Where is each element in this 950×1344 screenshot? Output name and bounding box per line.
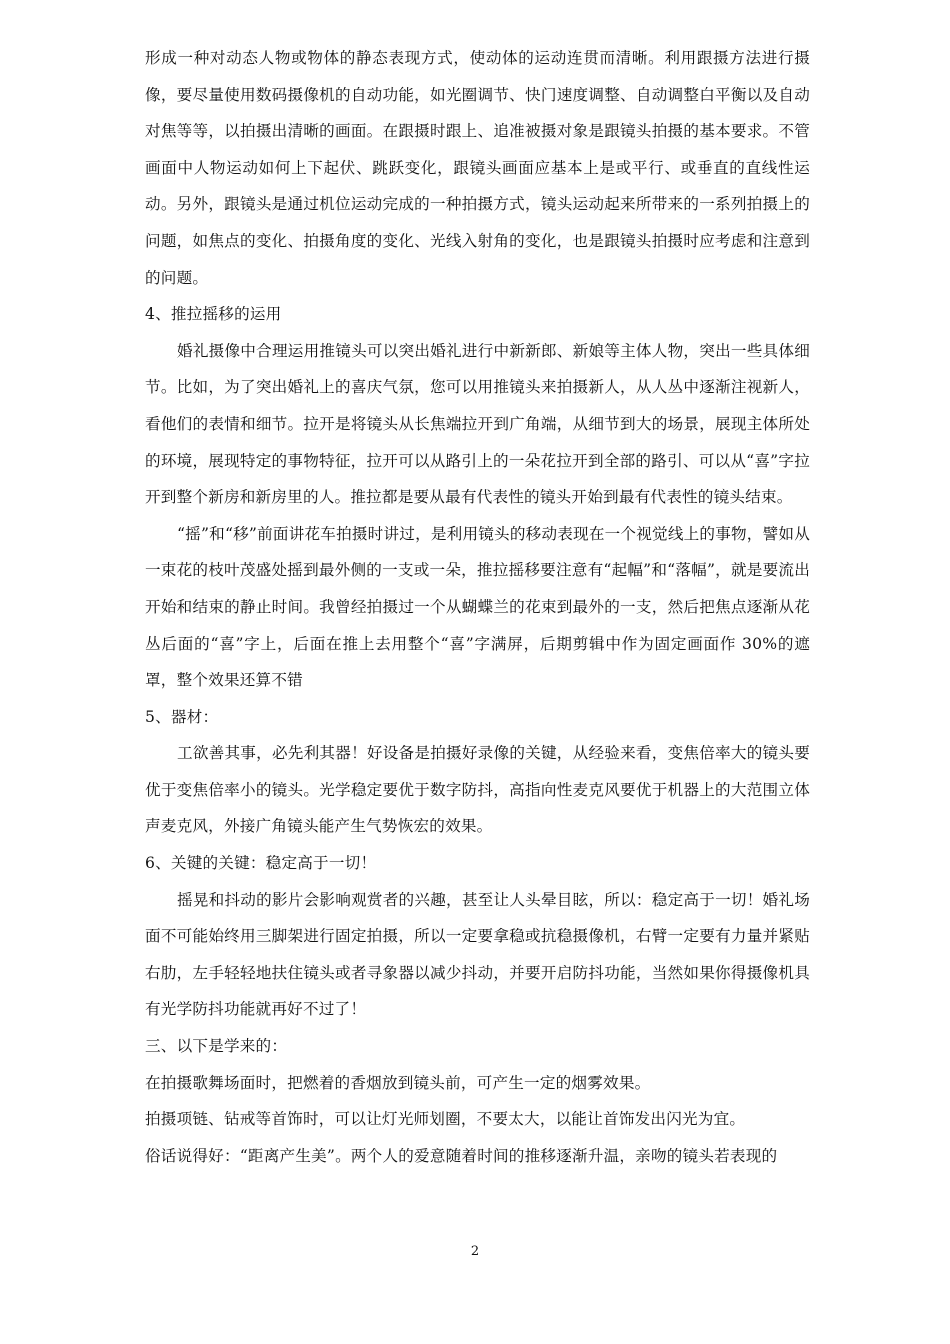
section-heading-equipment: 5、器材：: [145, 707, 219, 726]
paragraph-push-pull: 婚礼摄像中合理运用推镜头可以突出婚礼进行中新新郎、新娘等主体人物，突出一些具体细节。比如，为了突出婚礼上的喜庆气氛，您可以用推镜头来拍摄新人，从人丛中逐渐注视新人，看他们的表情和细节。拉开是将镜头从长焦端拉开到广角端，从细节到大的场景，展现主体所处的环境，展现特定的事物特征，拉开可以从路引上的一朵花拉开到全部的路引、可以从“喜”字拉开到整个新房和新房里的人。推拉都是要从最有代表性的镜头开始到最有代表性的镜头结束。: [145, 341, 810, 507]
section-heading-learned: 三、以下是学来的：: [145, 1037, 288, 1056]
section-heading-push-pull: 4、推拉摇移的运用: [145, 305, 282, 324]
paragraph-smoke-effect: 在拍摄歌舞场面时，把燃着的香烟放到镜头前，可产生一定的烟雾效果。: [145, 1073, 651, 1092]
paragraph-pan-move: “摇”和“移”前面讲花车拍摄时讲过，是利用镜头的移动表现在一个视觉线上的事物，譬如从一束花的枝叶茂盛处摇到最外侧的一支或一朵，推拉摇移要注意有“起幅”和“落幅”，就是要流出开始和结束的静止时间。我曾经拍摄过一个从蝴蝶兰的花束到最外的一支，然后把焦点逐渐从花丛后面的“喜”字上，后面在推上去用整个“喜”字满屏，后期剪辑中作为固定画面作 30%的遮罩，整个效果还算不错: [145, 524, 810, 690]
paragraph-follow-shot: 形成一种对动态人物或物体的静态表现方式，使动体的运动连贯而清晰。利用跟摄方法进行摄像，要尽量使用数码摄像机的自动功能，如光圈调节、快门速度调整、自动调整白平衡以及自动对焦等等，以拍摄出清晰的画面。在跟摄时跟上、追准被摄对象是跟镜头拍摄的基本要求。不管画面中人物运动如何上下起伏、跳跃变化，跟镜头画面应基本上是或平行、或垂直的直线性运动。另外，跟镜头是通过机位运动完成的一种拍摄方式，镜头运动起来所带来的一系列拍摄上的问题，如焦点的变化、拍摄角度的变化、光线入射角的变化，也是跟镜头拍摄时应考虑和注意到的问题。: [145, 49, 810, 287]
document-body: [145, 40, 810, 1174]
paragraph-stability: 摇晃和抖动的影片会影响观赏者的兴趣，甚至让人头晕目眩，所以：稳定高于一切！婚礼场面不可能始终用三脚架进行固定拍摄，所以一定要拿稳或抗稳摄像机，右臂一定要有力量并紧贴右肋，左手轻轻地扶住镜头或者寻象器以减少抖动，并要开启防抖功能，当然如果你得摄像机具有光学防抖功能就再好不过了！: [145, 890, 810, 1019]
section-heading-stability: 6、关键的关键：稳定高于一切！: [145, 854, 377, 873]
paragraph-jewelry: 拍摄项链、钻戒等首饰时，可以让灯光师划圈，不要太大，以能让首饰发出闪光为宜。: [145, 1110, 746, 1129]
paragraph-distance: 俗话说得好：“距离产生美”。两个人的爱意随着时间的推移逐渐升温，亲吻的镜头若表现的: [145, 1146, 778, 1165]
paragraph-equipment: 工欲善其事，必先利其器！好设备是拍摄好录像的关键，从经验来看，变焦倍率大的镜头要优于变焦倍率小的镜头。光学稳定要优于数字防抖，高指向性麦克风要优于机器上的大范围立体声麦克风，外接广角镜头能产生气势恢宏的效果。: [145, 744, 810, 836]
page-number: 2: [470, 1244, 480, 1259]
